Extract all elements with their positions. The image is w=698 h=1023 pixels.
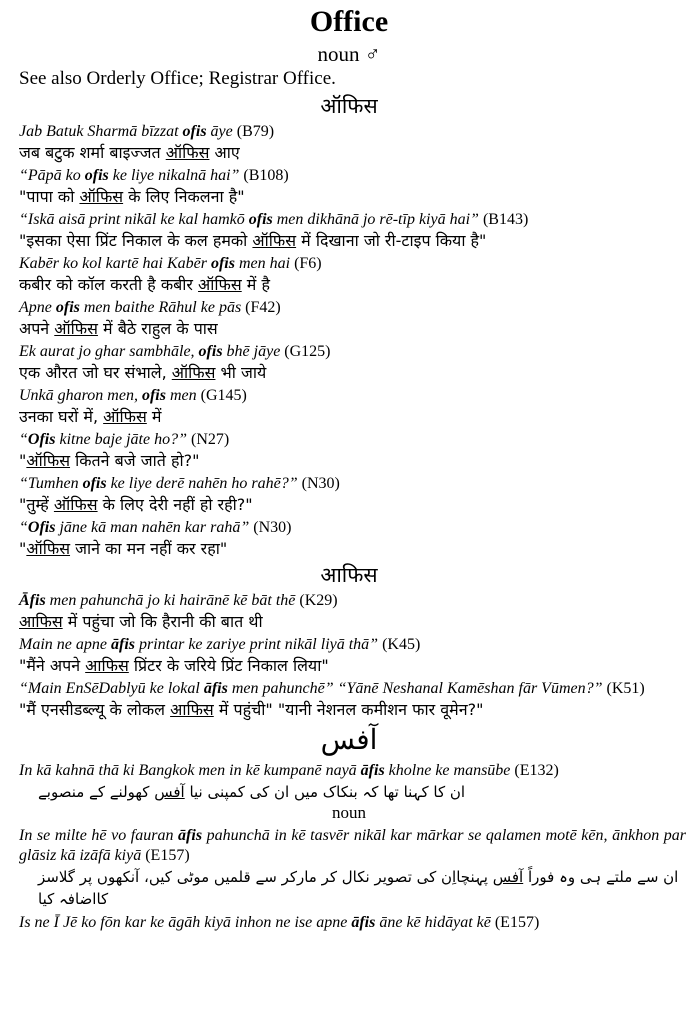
devanagari-text: "मैंने अपने	[19, 656, 86, 675]
romanized-text: men hai	[234, 255, 291, 272]
headword-occurrence: ऑफिस	[54, 319, 98, 338]
devanagari-line	[19, 611, 686, 632]
part-of-speech: noun ♂	[317, 42, 381, 66]
source-reference: (K45)	[378, 636, 421, 653]
citation-entry	[0, 761, 698, 803]
romanized-text: kholne ke mansūbe	[384, 762, 511, 779]
romanized-text: “Iskā aisā print nikāl ke kal hamkō	[19, 211, 249, 228]
script-heading: आफिस	[320, 563, 378, 587]
citation-entry	[0, 342, 698, 383]
source-reference: (N30)	[297, 475, 340, 492]
romanized-text: pahunchā in kē tasvēr nikāl kar mārkar se qalamen motē kēn, ānkhon par glāsiz kā izāfā kiyā	[19, 827, 687, 864]
source-reference: (K51)	[602, 680, 645, 697]
romanized-line	[19, 430, 686, 450]
devanagari-text: "पापा को	[19, 187, 80, 206]
headword-occurrence: Ofis	[27, 519, 56, 536]
headword-occurrence: ऑफिस	[103, 407, 147, 426]
source-reference: (B143)	[478, 211, 529, 228]
source-reference: (K29)	[295, 592, 338, 609]
script-heading: ऑफिस	[320, 94, 378, 118]
headword-occurrence: ऑफिस	[165, 143, 210, 162]
headword-occurrence: āfis	[110, 636, 135, 653]
citation-entry	[0, 474, 698, 515]
devanagari-text: आए	[209, 143, 240, 162]
source-reference: (F6)	[290, 255, 322, 272]
devanagari-text: में पहुंचा जो कि हैरानी की बात थी	[62, 612, 263, 631]
devanagari-text: "तुम्हें	[19, 495, 54, 514]
devanagari-line	[19, 538, 686, 559]
romanized-text: Apne	[19, 299, 56, 316]
romanized-text: In kā kahnā thā ki Bangkok men in kē kumpanē nayā	[19, 762, 361, 779]
citation-entry	[0, 166, 698, 207]
urdu-line	[19, 866, 686, 910]
headword-occurrence: آفس	[492, 868, 524, 886]
romanized-text: printar ke zariye print nikāl liyā thā”	[134, 636, 379, 653]
devanagari-line	[19, 406, 686, 427]
citation-entry	[0, 210, 698, 251]
headword-occurrence: ofis	[84, 167, 109, 184]
romanized-text: Kabēr ko kol kartē hai Kabēr	[19, 255, 211, 272]
headword-occurrence: ऑफिस	[252, 231, 297, 250]
headword-occurrence: ऑफिस	[171, 363, 216, 382]
romanized-line	[19, 635, 686, 655]
romanized-text: men	[165, 387, 197, 404]
headword-occurrence: āfis	[351, 914, 376, 931]
headword-occurrence: ofis	[182, 123, 207, 140]
romanized-line	[19, 761, 686, 781]
headword-occurrence: āfis	[203, 680, 228, 697]
romanized-text: ke liye nikalnā hai”	[108, 167, 240, 184]
romanized-text: men dikhānā jo rē-tīp kiyā hai”	[272, 211, 479, 228]
devanagari-text: कबीर को कॉल करती है कबीर	[19, 275, 199, 294]
citation-entry	[0, 430, 698, 471]
romanized-line	[19, 342, 686, 362]
headword-occurrence: आफिस	[170, 700, 214, 719]
devanagari-text: "	[19, 451, 27, 470]
romanized-line	[19, 386, 686, 406]
headword-occurrence: ofis	[55, 299, 80, 316]
urdu-text: پہنچااِن کی تصویر نکال کر مارکر سے قلمیں موٹی کیں، آنکھوں پر گلاسز کااضافہ کیا	[38, 868, 493, 908]
devanagari-text: "मैं एनसीडब्ल्यू के लोकल	[19, 700, 171, 719]
headword-occurrence: ofis	[198, 343, 223, 360]
romanized-text: āne kē hidāyat kē	[375, 914, 491, 931]
devanagari-line	[19, 186, 686, 207]
source-reference: (F42)	[241, 299, 281, 316]
headword-occurrence: Āfis	[19, 592, 46, 609]
devanagari-text: अपने	[19, 319, 55, 338]
headword-occurrence: ऑफिस	[53, 495, 98, 514]
romanized-text: men pahunchē” “Yānē Neshanal Kamēshan fār Vūmen?”	[227, 680, 603, 697]
devanagari-text: जाने का मन नहीं कर रहा"	[70, 539, 228, 558]
devanagari-text: प्रिंटर के जरिये प्रिंट निकाल लिया"	[128, 656, 329, 675]
headword: Office	[309, 5, 389, 38]
citation-entry	[0, 679, 698, 720]
romanized-line	[19, 591, 686, 611]
romanized-line	[19, 913, 686, 933]
romanized-text: “Tumhen	[19, 475, 83, 492]
devanagari-text: उनका घरों में,	[19, 407, 104, 426]
romanized-text: “	[19, 519, 28, 536]
urdu-text: ان سے ملتے ہی وہ فوراً	[523, 868, 679, 886]
devanagari-text: में	[146, 407, 162, 426]
romanized-text: “	[19, 431, 28, 448]
devanagari-line	[19, 450, 686, 471]
headword-occurrence: ऑफिस	[79, 187, 124, 206]
romanized-text: men baithe Rāhul ke pās	[79, 299, 242, 316]
headword-occurrence: Ofis	[27, 431, 56, 448]
citation-entry	[0, 913, 698, 933]
devanagari-line	[19, 699, 686, 720]
headword-occurrence: ऑफिस	[198, 275, 242, 294]
devanagari-text: "इसका ऐसा प्रिंट निकाल के कल हमको	[19, 231, 253, 250]
citation-entry	[0, 635, 698, 676]
urdu-line	[19, 781, 686, 803]
source-reference: (G125)	[280, 343, 331, 360]
source-reference: (G145)	[196, 387, 247, 404]
devanagari-line	[19, 142, 686, 163]
devanagari-text: कितने बजे जाते हो?"	[70, 451, 200, 470]
devanagari-text: में है	[241, 275, 270, 294]
devanagari-line	[19, 655, 686, 676]
headword-occurrence: āfis	[360, 762, 385, 779]
headword-occurrence: ofis	[248, 211, 273, 228]
urdu-section	[0, 724, 698, 933]
romanized-text: jāne kā man nahēn kar rahā”	[55, 519, 250, 536]
citation-entry	[0, 254, 698, 295]
citation-entry	[0, 122, 698, 163]
headword-occurrence: ऑफिस	[26, 451, 71, 470]
romanized-line	[19, 518, 686, 538]
devanagari-text: के लिए निकलना है"	[123, 187, 245, 206]
devanagari-text: में दिखाना जो री-टाइप किया है"	[296, 231, 487, 250]
devanagari-text: "	[19, 539, 27, 558]
devanagari-text: के लिए देरी नहीं हो रही?"	[97, 495, 253, 514]
citation-entry	[0, 518, 698, 559]
headword-occurrence: āfis	[178, 827, 203, 844]
romanized-text: Is ne Ī Jē ko fōn kar ke āgāh kiyā inhon ne ise apne	[19, 914, 352, 931]
romanized-text: kitne baje jāte ho?”	[55, 431, 187, 448]
romanized-line	[19, 826, 686, 866]
romanized-text: “Pāpā ko	[19, 167, 85, 184]
script-heading: آفس	[320, 725, 378, 756]
devanagari-text: में बैठे राहुल के पास	[97, 319, 218, 338]
romanized-line	[19, 254, 686, 274]
part-of-speech: noun	[332, 803, 366, 822]
headword-occurrence: ofis	[141, 387, 166, 404]
devanagari-text: भी जाये	[215, 363, 267, 382]
headword-occurrence: आफिस	[85, 656, 129, 675]
romanized-text: ke liye derē nahēn ho rahē?”	[106, 475, 298, 492]
headword-occurrence: آفس	[154, 783, 185, 801]
romanized-line	[19, 474, 686, 494]
source-reference: (E157)	[141, 847, 190, 864]
devanagari-line	[19, 318, 686, 339]
devanagari-line	[19, 494, 686, 515]
romanized-text: Unkā gharon men,	[19, 387, 142, 404]
devanagari-line	[19, 362, 686, 383]
headword-occurrence: आफिस	[19, 612, 63, 631]
devanagari-sections	[0, 93, 698, 720]
romanized-text: men pahunchā jo ki hairānē kē bāt thē	[45, 592, 296, 609]
urdu-text: ان کا کہنا تھا کہ بنکاک میں ان کی کمپنی نیا	[184, 783, 466, 801]
source-reference: (E132)	[510, 762, 559, 779]
romanized-text: bhē jāye	[222, 343, 281, 360]
devanagari-text: जब बटुक शर्मा बाइज्जत	[19, 143, 166, 162]
romanized-text: In se milte hē vo fauran	[19, 827, 179, 844]
see-also-note: See also Orderly Office; Registrar Office.	[19, 68, 336, 89]
headword-occurrence: ofis	[82, 475, 107, 492]
citation-entry	[0, 826, 698, 910]
devanagari-line	[19, 230, 686, 251]
citation-entry	[0, 386, 698, 427]
headword-occurrence: ऑफिस	[26, 539, 71, 558]
citation-entry	[0, 591, 698, 632]
urdu-text: کھولنے کے منصوبے	[38, 783, 155, 801]
source-reference: (N27)	[187, 431, 230, 448]
romanized-line	[19, 298, 686, 318]
source-reference: (E157)	[490, 914, 540, 931]
devanagari-line	[19, 274, 686, 295]
source-reference: (B108)	[239, 167, 289, 184]
romanized-line	[19, 679, 686, 699]
romanized-text: Main ne apne	[19, 636, 111, 653]
headword-occurrence: ofis	[210, 255, 235, 272]
romanized-text: Ek aurat jo ghar sambhāle,	[19, 343, 199, 360]
romanized-line	[19, 166, 686, 186]
devanagari-text: में पहुंची" "यानी नेशनल कमीशन फार वूमेन?"	[213, 700, 484, 719]
romanized-line	[19, 210, 686, 230]
source-reference: (N30)	[249, 519, 292, 536]
citation-entry	[0, 298, 698, 339]
romanized-text: “Main EnSēDablyū ke lokal	[19, 680, 204, 697]
romanized-line	[19, 122, 686, 142]
devanagari-text: एक औरत जो घर संभाले,	[19, 363, 172, 382]
romanized-text: āye	[206, 123, 233, 140]
source-reference: (B79)	[232, 123, 275, 140]
romanized-text: Jab Batuk Sharmā bīzzat	[19, 123, 183, 140]
